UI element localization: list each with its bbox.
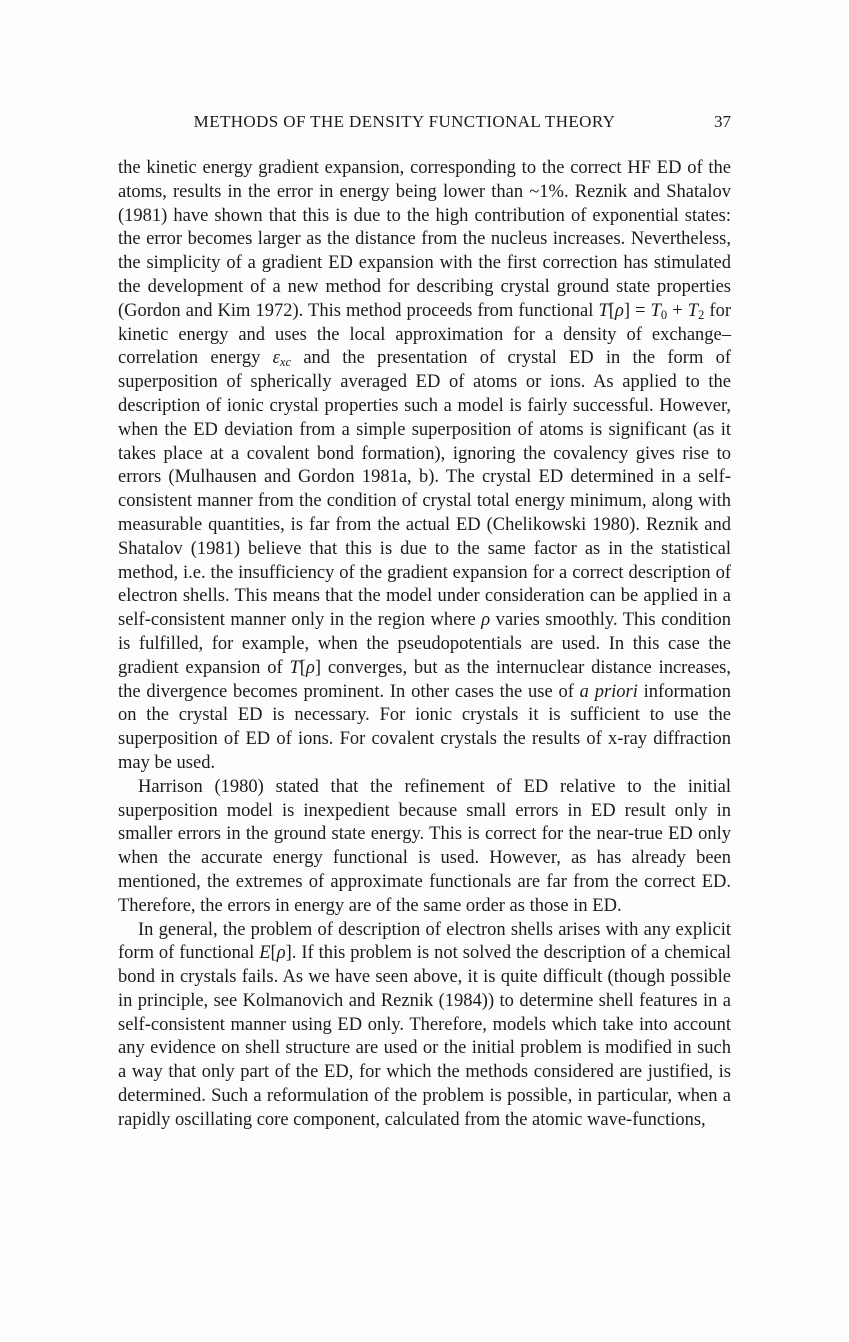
paragraph: In general, the problem of description of electron shells arises with any explicit form of functional E[ρ]. If this problem is not solved the description of a chemical bond in crystals fails. As we have seen above, it is quite difficult (though possible in principle, see Kolmanovich and Reznik (1984)) to determine shell features in a self-consistent manner using ED only. Therefore, models which take into account any evidence on shell structure are used or the initial problem is modified in such a way that only part of the ED, for which the methods considered are justified, is determined. Such a reformulation of the problem is possible, in particular, when a rapidly oscillating core component, calculated from the atomic wave-functions, bbox=[118, 919, 732, 1130]
text-column bbox=[118, 112, 731, 1133]
page-number: 37 bbox=[714, 112, 731, 131]
body-text bbox=[118, 157, 731, 1133]
paragraph: Harrison (1980) stated that the refinement of ED relative to the initial superposition model is inexpedient because small errors in ED result only in smaller errors in the ground state energy. This is correct for the near-true ED only when the accurate energy functional is used. However, as has already been mentioned, the extremes of approximate functionals are far from the correct ED. Therefore, the errors in energy are of the same order as those in ED. bbox=[118, 776, 731, 916]
paragraph: the kinetic energy gradient expansion, corresponding to the correct HF ED of the atoms, results in the error in energy being lower than ~1%. Reznik and Shatalov (1981) have shown that this is due to the high contribution of exponential states: the error becomes larger as the distance from the nucleus increases. Nevertheless, the simplicity of a gradient ED expansion with the first correction has stimulated the development of a new method for describing crystal ground state properties (Gordon and Kim 1972). This method proceeds from functional $T[\rho] = T_0 + T_2$ for kinetic energy and uses the local approximation for a density of exchange–correlation energy $\varepsilon_{xc}$ and the presentation of crystal ED in the form of superposition of spherically averaged ED of atoms or ions. As applied to the description of ionic crystal properties such a model is fairly successful. However, when the ED deviation from a simple superposition of atoms is significant (as it takes place at a covalent bond formation), ignoring the covalency gives rise to errors (Mulhausen and Gordon 1981a, b). The crystal ED determined in a self-consistent manner from the condition of crystal total energy minimum, along with measurable quantities, is far from the actual ED (Chelikowski 1980). Reznik and Shatalov (1981) believe that this is due to the same factor as in the statistical method, i.e. the insufficiency of the gradient expansion for a correct description of electron shells. This means that the model under consideration can be applied in a self-consistent manner only in the region where ρ varies smoothly. This condition is fulfilled, for example, when the pseudopotentials are used. In this case the gradient expansion of T[ρ] converges, but as the internuclear distance increases, the divergence becomes prominent. In other cases the use of a priori information on the crystal ED is necessary. For ionic crystals it is sufficient to use the superposition of ED of ions. For covalent crystals the results of x-ray diffraction may be used. bbox=[118, 158, 732, 773]
running-header bbox=[118, 112, 731, 138]
running-title: METHODS OF THE DENSITY FUNCTIONAL THEORY bbox=[193, 112, 616, 131]
